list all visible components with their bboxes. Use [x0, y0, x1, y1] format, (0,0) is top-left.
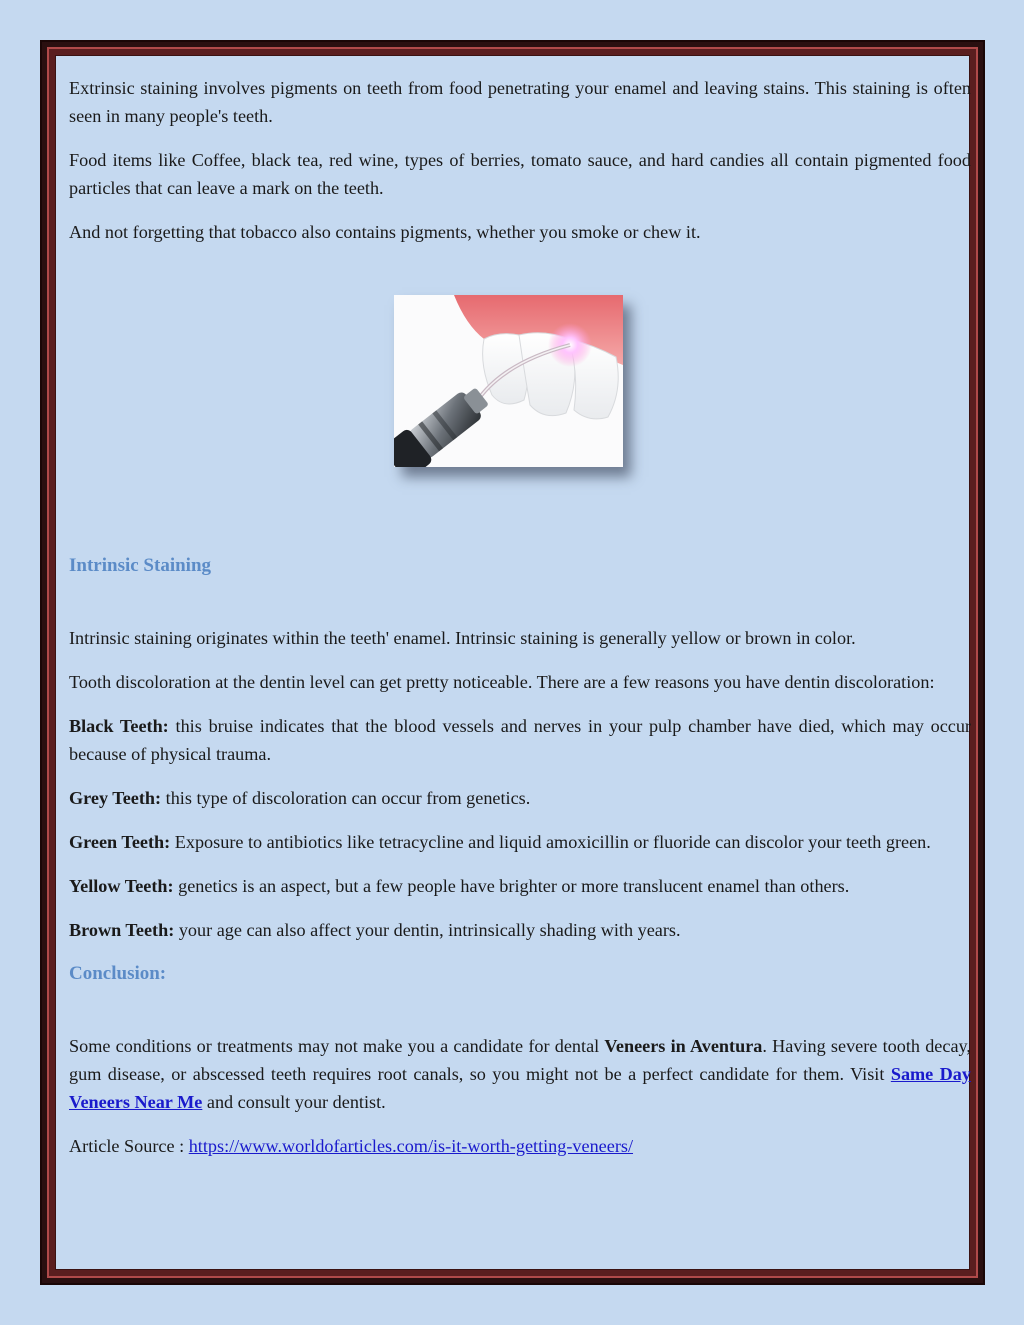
paragraph-conclusion [69, 1032, 971, 1116]
conclusion-text-b: . Having severe tooth decay, gum disease, or abscessed teeth requires root canals, so you might not be a perfect candidate for them. Visit [69, 1036, 971, 1084]
page-border-inner [47, 47, 978, 1278]
list-item-black-teeth [69, 712, 971, 768]
paragraph-extrinsic-1: Extrinsic staining involves pigments on teeth from food penetrating your enamel and leaving stains. This staining is often seen in many people's teeth. [69, 78, 971, 126]
page-border-frame [40, 40, 985, 1285]
term-label: Brown Teeth: [69, 920, 175, 940]
term-label: Grey Teeth: [69, 788, 162, 808]
dental-laser-illustration [394, 295, 623, 467]
term-label: Yellow Teeth: [69, 876, 174, 896]
conclusion-text-a: Some conditions or treatments may not make you a candidate for dental [69, 1036, 605, 1056]
conclusion-text-c: and consult your dentist. [202, 1092, 386, 1112]
article-source-label: Article Source : [69, 1136, 189, 1156]
document-page [55, 55, 970, 1270]
term-description: genetics is an aspect, but a few people have brighter or more translucent enamel than others. [173, 876, 850, 896]
intrinsic-heading: Intrinsic Staining [69, 555, 212, 576]
list-item-yellow-teeth [69, 872, 971, 900]
paragraph-extrinsic-2: Food items like Coffee, black tea, red wine, types of berries, tomato sauce, and hard candies all contain pigmented food particles that can leave a mark on the teeth. [69, 150, 971, 198]
paragraph-intrinsic-2: Tooth discoloration at the dentin level can get pretty noticeable. There are a few reasons you have dentin discoloration: [69, 672, 935, 692]
figure-container [69, 262, 971, 552]
veneers-aventura-bold: Veneers in Aventura [604, 1036, 763, 1056]
paragraph-tobacco: And not forgetting that tobacco also contains pigments, whether you smoke or chew it. [69, 222, 701, 242]
term-label: Black Teeth: [69, 716, 169, 736]
article-content [69, 74, 971, 1176]
term-description: Exposure to antibiotics like tetracycline and liquid amoxicillin or fluoride can discolor your teeth green. [170, 832, 931, 852]
list-item-grey-teeth [69, 784, 971, 812]
same-day-veneers-link[interactable]: Same Day Veneers Near Me [69, 1064, 971, 1112]
term-description: this bruise indicates that the blood vessels and nerves in your pulp chamber have died, which may occur because of physical trauma. [69, 716, 971, 764]
list-item-green-teeth [69, 828, 971, 856]
article-source [69, 1132, 971, 1160]
term-description: your age can also affect your dentin, intrinsically shading with years. [174, 920, 681, 940]
term-description: this type of discoloration can occur from genetics. [161, 788, 531, 808]
term-label: Green Teeth: [69, 832, 171, 852]
conclusion-heading: Conclusion: [69, 963, 167, 984]
dental-laser-image [394, 295, 623, 467]
article-source-link[interactable]: https://www.worldofarticles.com/is-it-worth-getting-veneers/ [188, 1136, 634, 1156]
list-item-brown-teeth [69, 916, 971, 944]
paragraph-intrinsic-1: Intrinsic staining originates within the teeth' enamel. Intrinsic staining is generally yellow or brown in color. [69, 628, 856, 648]
